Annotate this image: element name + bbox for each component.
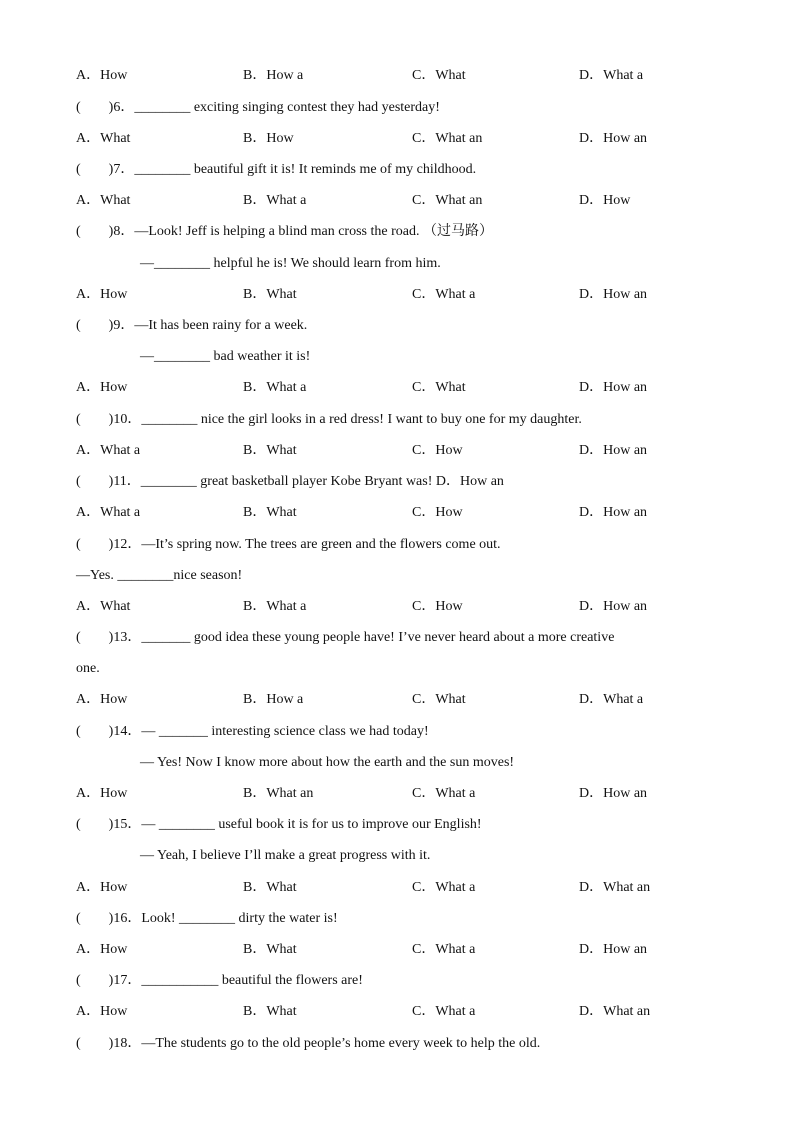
question-line: ( )16．Look! ________ dirty the water is! xyxy=(76,911,338,926)
answer-option-b: B．What an xyxy=(243,786,314,801)
question-line: ( )12．—It’s spring now. The trees are green and the flowers come out. xyxy=(76,537,501,552)
answer-option-d: D．How an xyxy=(579,443,648,458)
answer-option-d: D．How an xyxy=(579,287,648,302)
question-line: ( )9．—It has been rainy for a week. xyxy=(76,318,308,333)
answer-options-row xyxy=(76,441,736,461)
answer-option-a: A．What a xyxy=(76,443,141,458)
answer-options-row xyxy=(76,1002,736,1022)
answer-option-d: D．How an xyxy=(579,786,648,801)
question-line: ( )14．— _______ interesting science class we had today! xyxy=(76,724,429,739)
question-line: ( )17．___________ beautiful the flowers are! xyxy=(76,973,363,988)
answer-option-c: C．What an xyxy=(412,193,483,208)
question-line: ( )10．________ nice the girl looks in a red dress! I want to buy one for my daughter. xyxy=(76,412,582,427)
question-line: ( )11．________ great basketball player Kobe Bryant was! D．How an xyxy=(76,474,504,489)
answer-option-d: D．How an xyxy=(579,131,648,146)
answer-options-row xyxy=(76,940,736,960)
answer-option-c: C．What a xyxy=(412,786,476,801)
answer-options-row xyxy=(76,597,736,617)
answer-options-row xyxy=(76,878,736,898)
answer-options-row xyxy=(76,784,736,804)
answer-options-row xyxy=(76,191,736,211)
answer-option-d: D．How xyxy=(579,193,631,208)
answer-option-c: C．What xyxy=(412,692,466,707)
question-line: ( )8．—Look! Jeff is helping a blind man cross the road. （过马路） xyxy=(76,224,493,239)
answer-options-row xyxy=(76,285,736,305)
answer-option-b: B．How a xyxy=(243,68,304,83)
question-line: one. xyxy=(76,661,100,676)
answer-option-d: D．How an xyxy=(579,380,648,395)
answer-option-a: A．How xyxy=(76,380,128,395)
answer-option-a: A．How xyxy=(76,786,128,801)
answer-option-d: D．How an xyxy=(579,942,648,957)
answer-option-b: B．What a xyxy=(243,380,307,395)
answer-option-c: C．How xyxy=(412,443,463,458)
answer-option-c: C．What a xyxy=(412,1004,476,1019)
answer-option-c: C．What xyxy=(412,380,466,395)
answer-option-b: B．What a xyxy=(243,599,307,614)
answer-option-a: A．How xyxy=(76,942,128,957)
answer-option-a: A．How xyxy=(76,692,128,707)
answer-option-d: D．What an xyxy=(579,880,651,895)
answer-option-c: C．What a xyxy=(412,287,476,302)
answer-option-a: A．How xyxy=(76,880,128,895)
answer-option-c: C．How xyxy=(412,505,463,520)
answer-option-b: B．What xyxy=(243,880,297,895)
answer-options-row xyxy=(76,503,736,523)
answer-option-a: A．How xyxy=(76,68,128,83)
answer-option-d: D．How an xyxy=(579,599,648,614)
answer-option-a: A．What a xyxy=(76,505,141,520)
answer-option-a: A．What xyxy=(76,599,131,614)
answer-options-row xyxy=(76,690,736,710)
answer-option-b: B．What xyxy=(243,287,297,302)
question-line: ( )18．—The students go to the old people’s home every week to help the old. xyxy=(76,1036,541,1051)
answer-option-d: D．How an xyxy=(579,505,648,520)
answer-option-c: C．What an xyxy=(412,131,483,146)
dialogue-reply-line: —________ bad weather it is! xyxy=(140,349,311,364)
answer-option-b: B．What xyxy=(243,942,297,957)
question-line: ( )7．________ beautiful gift it is! It reminds me of my childhood. xyxy=(76,162,477,177)
dialogue-reply-line: —________ helpful he is! We should learn from him. xyxy=(140,256,441,271)
answer-option-a: A．How xyxy=(76,287,128,302)
answer-option-b: B．What xyxy=(243,443,297,458)
question-line: ( )15．— ________ useful book it is for us to improve our English! xyxy=(76,817,482,832)
answer-option-a: A．What xyxy=(76,131,131,146)
question-line: —Yes. ________nice season! xyxy=(76,568,243,583)
answer-option-b: B．What a xyxy=(243,193,307,208)
answer-option-a: A．How xyxy=(76,1004,128,1019)
answer-option-d: D．What a xyxy=(579,68,644,83)
answer-option-c: C．What a xyxy=(412,942,476,957)
answer-option-a: A．What xyxy=(76,193,131,208)
answer-option-b: B．What xyxy=(243,1004,297,1019)
answer-options-row xyxy=(76,66,736,86)
answer-option-b: B．How xyxy=(243,131,294,146)
dialogue-reply-line: — Yes! Now I know more about how the earth and the sun moves! xyxy=(140,755,515,770)
answer-options-row xyxy=(76,129,736,149)
answer-option-b: B．How a xyxy=(243,692,304,707)
answer-option-c: C．How xyxy=(412,599,463,614)
answer-option-b: B．What xyxy=(243,505,297,520)
dialogue-reply-line: — Yeah, I believe I’ll make a great progress with it. xyxy=(140,848,431,863)
question-line: ( )6．________ exciting singing contest they had yesterday! xyxy=(76,100,440,115)
answer-option-c: C．What a xyxy=(412,880,476,895)
answer-option-d: D．What an xyxy=(579,1004,651,1019)
answer-option-c: C．What xyxy=(412,68,466,83)
answer-options-row xyxy=(76,378,736,398)
question-line: ( )13．_______ good idea these young people have! I’ve never heard about a more creative xyxy=(76,630,615,645)
answer-option-d: D．What a xyxy=(579,692,644,707)
